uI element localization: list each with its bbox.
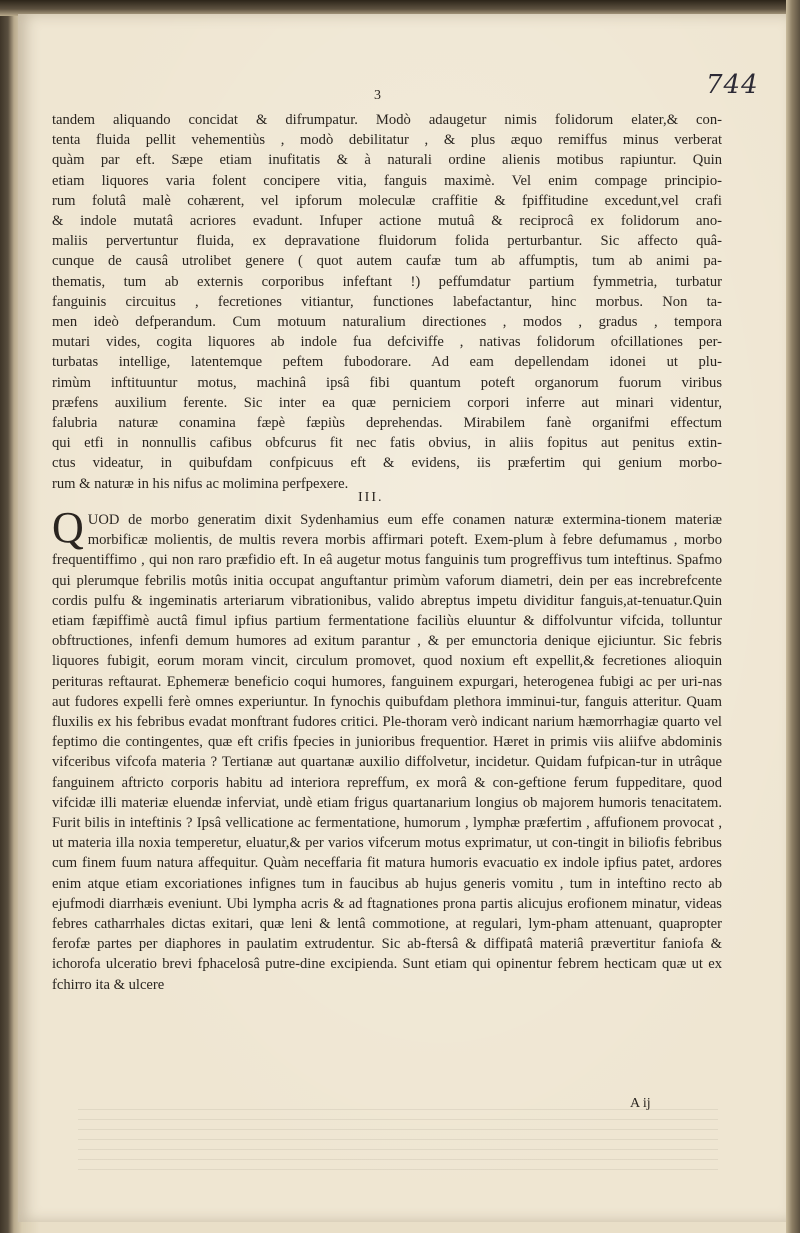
text-line: quàm par eft. Sæpe etiam inufitatis & à naturali ordine alienis motibus rapiuntur. Quin bbox=[52, 152, 722, 169]
text-line: qui etfi in nonnullis cafibus obfcurus fit nec fatis obvius, in aliis fopitus aut penitus extin- bbox=[52, 435, 722, 452]
signature-mark-bottom: A ij bbox=[630, 1096, 651, 1111]
section-heading: III. bbox=[358, 490, 384, 505]
text-line: rum & naturæ in his nifus ac molimina perfpexere. bbox=[52, 475, 349, 492]
text-line: & indole mutatâ acriores evadunt. Infuper actione mutuâ & reciprocâ ex folidorum ano- bbox=[52, 213, 722, 230]
text-line: rum folutâ malè cohærent, vel ipforum moleculæ craffitie & fpiffitudine excedunt,vel crafi bbox=[52, 192, 722, 209]
text-line: men ideò defperandum. Cum motuum naturalium directiones , modos , gradus , tempora bbox=[52, 314, 722, 331]
text-line: ctus videatur, in quibufdam confpicuus eft & evidens, iis præfertim qui genium morbo- bbox=[52, 455, 722, 472]
book-page bbox=[18, 14, 786, 1222]
paragraph-1 bbox=[52, 110, 722, 494]
page-right-edge bbox=[786, 0, 800, 1233]
paragraph-2 bbox=[52, 503, 722, 995]
text-line: fanguinis circuitus , fecretiones vitiantur, functiones labefactantur, hinc morbus. Non ta- bbox=[52, 293, 722, 310]
text-line: mutari vides, cogita liquores ab indole fua defciviffe , nativas folidorum ofcillationes per- bbox=[52, 334, 722, 351]
text-line: tandem aliquando concidat & difrumpatur. Modò adaugetur nimis folidorum elater,& con- bbox=[52, 112, 722, 128]
folio-number: 744 bbox=[706, 70, 759, 100]
text-line: turbatas intellige, latentemque peftem fubodorare. Ad eam depellendam idonei ut plu- bbox=[52, 354, 722, 371]
drop-cap: Q bbox=[52, 503, 84, 552]
text-line: etiam liquores varia folent concipere vitia, fanguis maximè. Vel enim compage principio- bbox=[52, 172, 722, 189]
text-line: falubria naturæ conamina fæpè fæpiùs deprehendas. Mirabilem fanè organifmi effectum bbox=[52, 415, 722, 432]
paragraph-2-text: UOD de morbo generatim dixit Sydenhamius eum effe conamen naturæ extermina-tionem materiæ morbificæ molientis, de multis revera morbis affirmari poteft. Exem-plum à febre defumamus , morbo frequentiffimo , qui non raro præfidio eft. In eâ augetur motus fanguinis tum progreffivus tum inteftinus. Spafmo qui plerumque febrilis motûs initia occupat anguftantur primùm vaforum diametri, dein per eas increbrefcente cordis pulfu & ingeminatis arteriarum vibrationibus, valido abreptus impetu dividitur fanguis,at-tenuatur.Quin etiam fæpiffimè auctâ fimul ipfius partium fermentatione faciliùs eluuntur & diffolvuntur vifcida, tolluntur obftructiones, infenfi demum humores ad exitum parantur , & per emunctoria denique ejiciuntur. Sic febris liquores fubigit, eorum moram vincit, circulum promovet, quod noxium eft expellit,& fecretiones alioquin perituras reftaurat. Ephemeræ beneficio coqui humores, fanguinem expurgari, heterogenea fubigi ac per uri-nas aut fudores expelli ferè omnes experiuntur. In fynochis quibufdam plethora imminui-tur, fanguis atteritur. Quam fluxilis ex his febribus evadat monftrant fudores critici. Ple-thoram verò indicant narium hæmorrhagiæ quarto vel feptimo die contingentes, quæ eft crifis fpecies in junioribus frequentior. Hæret in primis viis aliifve abdominis vifceribus vifcofa materia ? Tertianæ aut quartanæ auxilio diffolvetur, incidetur. Quidam fufpican-tur in utrâque fanguinem aftricto corporis habitu ad interiora repreffum, ex morâ & con-geftione ferum fuppeditare, quod vifcidæ illi materiæ eluendæ inferviat, undè etiam frigus quartanarium longius ob majorem humoris tenacitatem. Furit bilis in inteftinis ? Ipsâ vellicatione ac fermentatione, humorum , lymphæ præfertim , affufionem provocat , ut materia illa noxia temperetur, eluatur,& per varios vifcerum motus exprimatur, ut con-tingit in biliofis febribus cum finem fuum natura affequitur. Quàm neceffaria fit matura humoris evacuatio ex indole ipfius patet, ardores enim atque etiam excoriationes infignes tum in faucibus ab hujus generis vomitu , tum in inteftino recto ab ejufmodi diarrhæis eveniunt. Ubi lympha acris & ad ftagnationes prona partis alicujus erofionem minatur, videas febres catharrhales dictas exitari, quæ leni & lentâ commotione, at regulari, lym-pham attenuant, quapropter ferofæ partes per diaphores in paulatim extrudentur. Sic ab-ftersâ & diffipatâ materiâ prævertitur faniofa & ichorofa ulceratio brevi fphacelosâ putre-dine excipienda. Sunt etiam qui opinentur febrem hecticam quæ ut ex fchirro ita & ulcere bbox=[52, 512, 722, 993]
text-line: cunque de causâ utrolibet genere ( quot autem caufæ tum ab affumptis, tum ab animi pa- bbox=[52, 253, 722, 270]
show-through-bleed bbox=[78, 1109, 718, 1179]
text-line: tenta fluida pellit vehementiùs , modò debilitatur , & plus æquo remiffus minus verberat bbox=[52, 132, 722, 149]
signature-mark-top: 3 bbox=[374, 88, 381, 103]
text-line: maliis pervertuntur fluida, ex depravatione fluidorum folida perturbantur. Sic affecto quâ- bbox=[52, 233, 722, 250]
text-line: præfens auxilium ferente. Sic inter ea quæ perniciem corpori inferre aut minari videntur, bbox=[52, 394, 722, 411]
text-line: thematis, tum ab externis corporibus infeftant !) peffumdatur partium fymmetria, turbatur bbox=[52, 273, 722, 290]
text-line: rimùm inftituuntur motus, machinâ ipsâ fibi quantum poteft organorum fuorum viribus bbox=[52, 374, 722, 391]
